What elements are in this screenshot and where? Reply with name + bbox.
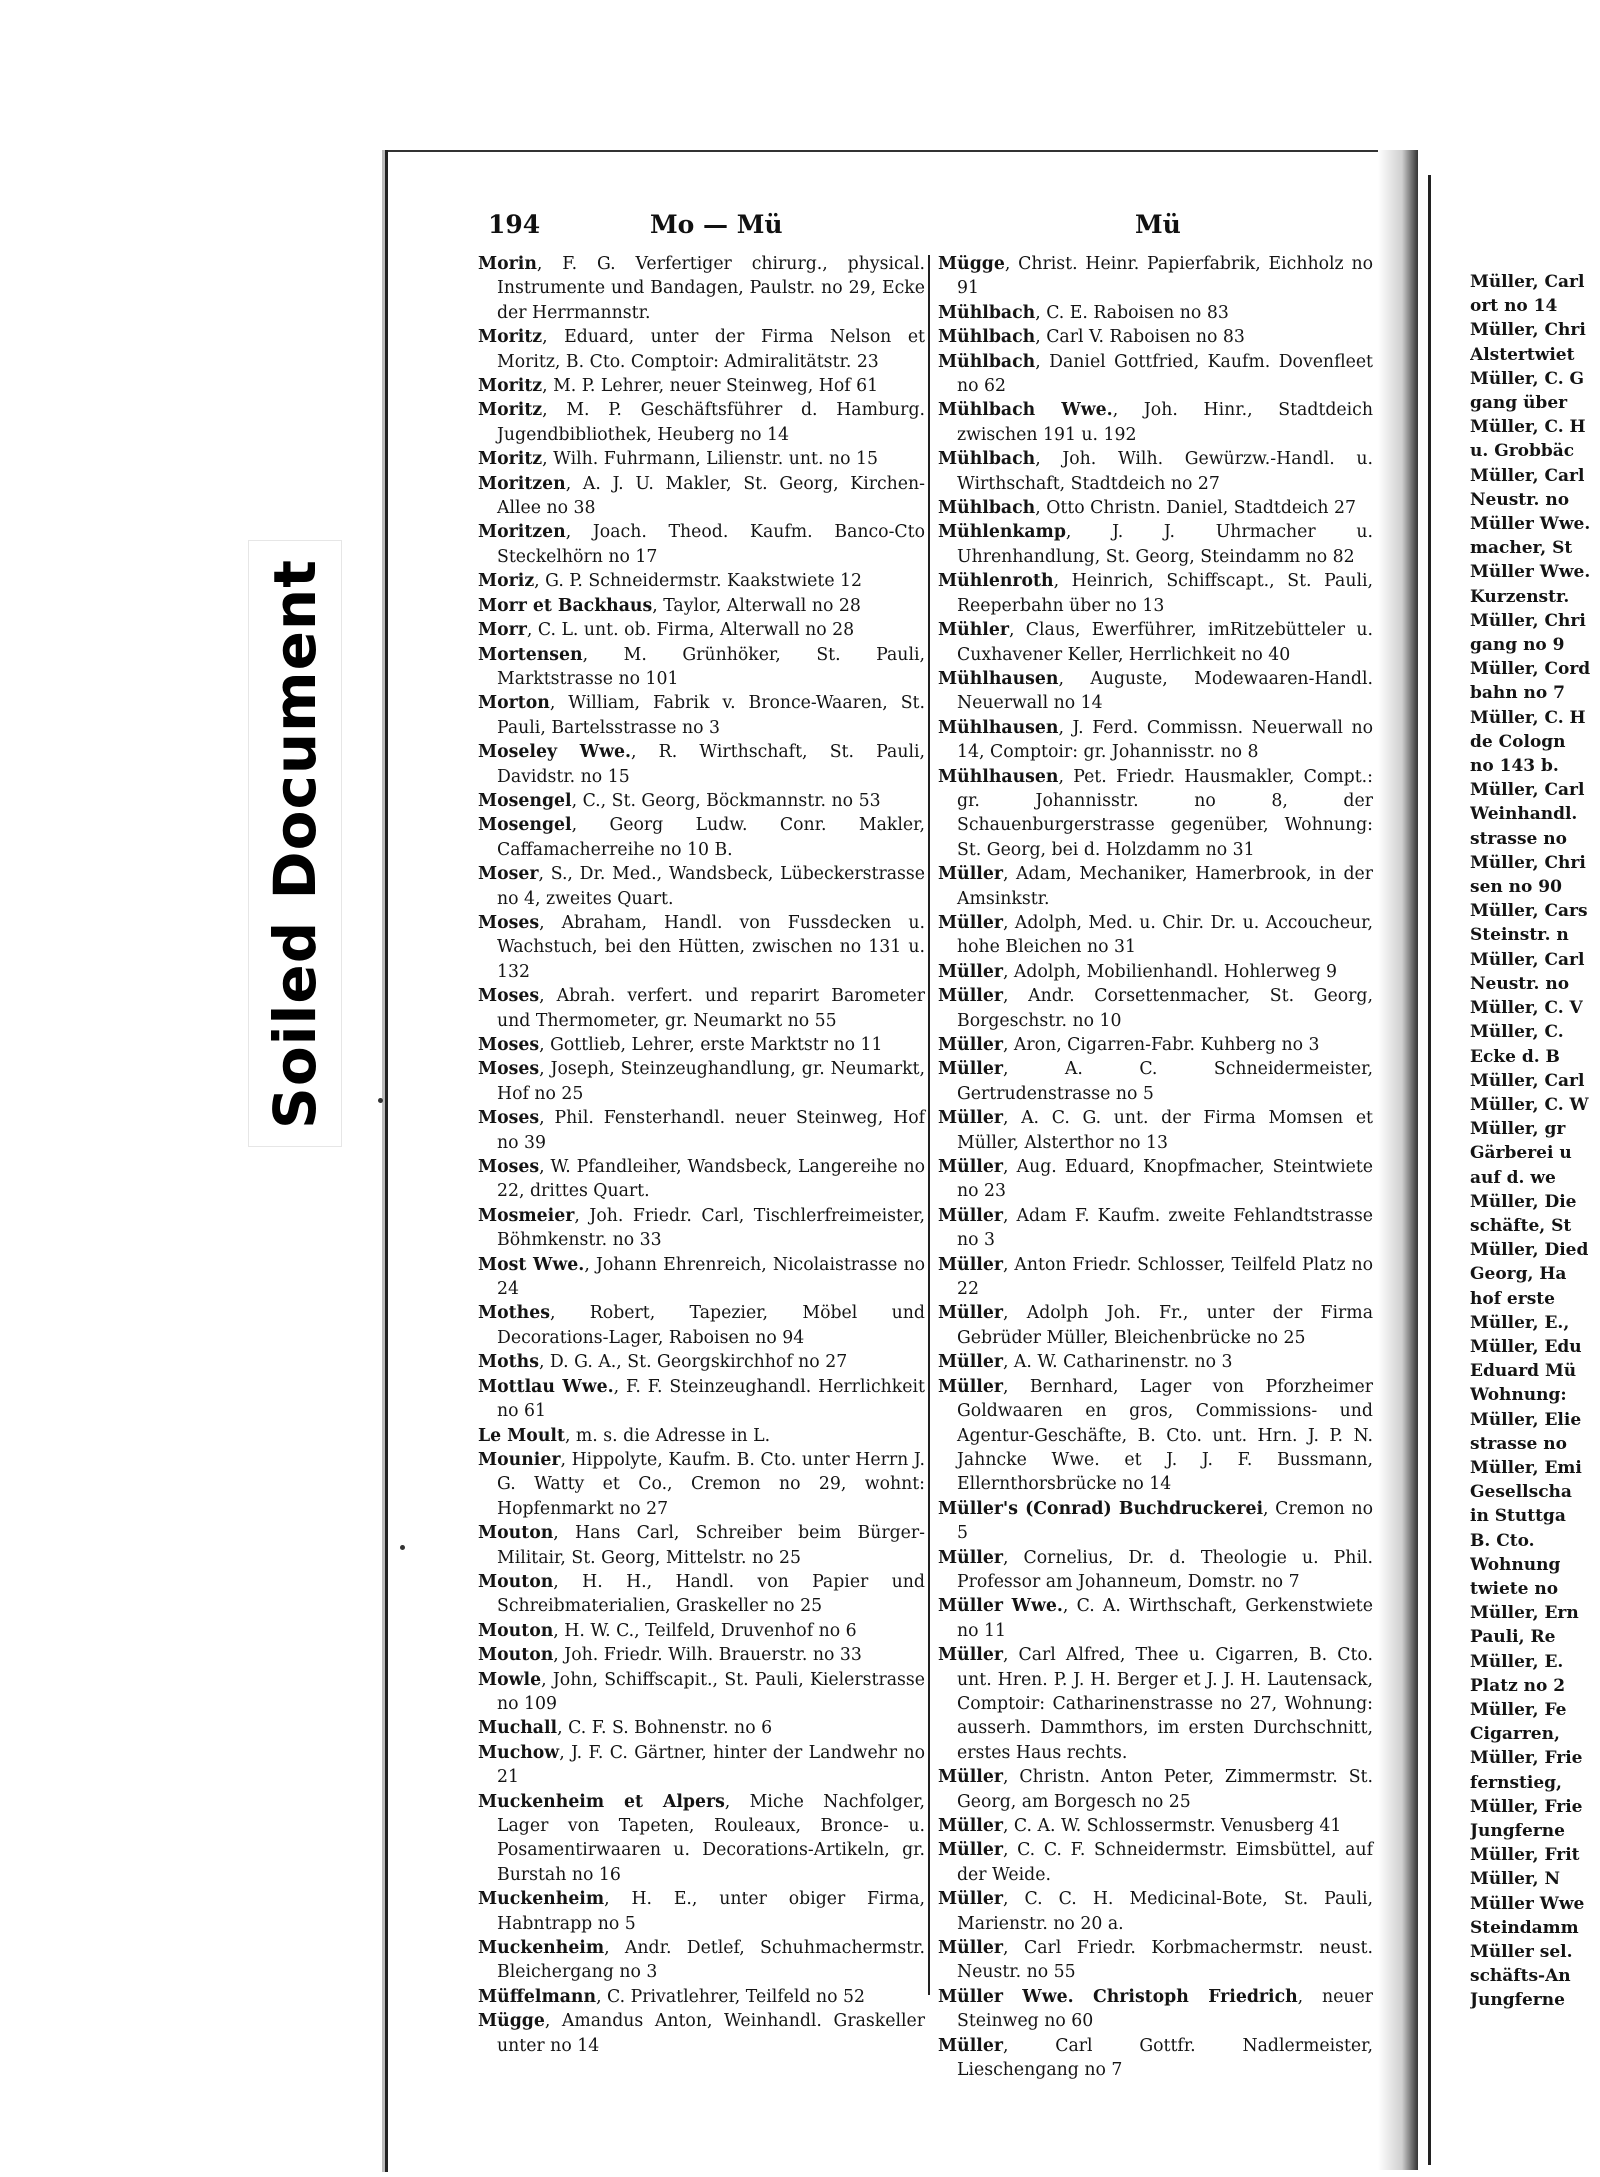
fragment-line: schäfte, St [1470,1215,1572,1236]
right-running-head: Mü [1135,210,1181,239]
directory-entry: Moseley Wwe., R. Wirthschaft, St. Pauli, Davidstr. no 15 [478,742,925,787]
fragment-line: Müller, Cord [1470,659,1591,680]
directory-entry: Müller, C. C. F. Schneidermstr. Eimsbüttel, auf der Weide. [938,1840,1373,1885]
directory-entry: Mühlbach, Carl V. Raboisen no 83 [938,327,1245,348]
directory-entry: Mouton, H. W. C., Teilfeld, Druvenhof no 6 [478,1620,857,1641]
fragment-line: Müller, Carl [1470,272,1585,292]
directory-entry: Muchow, J. F. C. Gärtner, hinter der Landwehr no 21 [478,1742,925,1788]
directory-entry: Mottlau Wwe., F. F. Steinzeughandl. Herrlichkeit no 61 [478,1376,925,1422]
directory-entry: Moses, Abrah. verfert. und reparirt Barometer und Thermometer, gr. Neumarkt no 55 [478,986,925,1031]
fragment-line: Müller, Frie [1470,1748,1583,1769]
fragment-line: macher, St [1470,538,1573,559]
directory-entry: Moritz, Eduard, unter der Firma Nelson et Moritz, B. Cto. Comptoir: Admiralitätstr. 23 [478,327,925,372]
directory-entry: Mosmeier, Joh. Friedr. Carl, Tischlerfreimeister, Böhmkenstr. no 33 [478,1205,925,1251]
fragment-line: Jungferne [1470,1821,1565,1841]
directory-entry: Morton, William, Fabrik v. Bronce-Waaren, St. Pauli, Bartelsstrasse no 3 [478,693,925,738]
directory-entry: Le Moult, m. s. die Adresse in L. [478,1425,771,1446]
fragment-line: no 143 b. [1470,756,1559,777]
fragment-line: bahn no 7 [1470,683,1565,704]
fragment-line: auf d. we [1470,1167,1556,1188]
directory-entry: Müller, Cornelius, Dr. d. Theologie u. Phil. Professor am Johanneum, Domstr. no 7 [938,1547,1373,1592]
fragment-line: schäfts-An [1470,1966,1571,1987]
directory-entry: Muckenheim, Andr. Detlef, Schuhmachermstr. Bleichergang no 3 [478,1938,925,1983]
directory-entry: Mühlbach Wwe., Joh. Hinr., Stadtdeich zwischen 191 u. 192 [938,400,1373,445]
directory-entry: Müller, C. A. W. Schlossermstr. Venusberg 41 [938,1816,1342,1836]
directory-entry: Moritzen, A. J. U. Makler, St. Georg, Kirchen-Allee no 38 [478,473,925,519]
directory-entry: Müller, Christn. Anton Peter, Zimmermstr. St. Georg, am Borgesch no 25 [938,1767,1373,1812]
directory-entry: Müller, Carl Alfred, Thee u. Cigarren, B. Cto. unt. Hren. P. J. H. Berger et J. J. H. Lautensack, Comptoir: Catharinenstrasse no 27, Wohnung: ausserh. Dammthors, im ersten Durchschnitt, erstes Haus rechts. [938,1645,1373,1763]
fragment-line: in Stuttga [1470,1506,1566,1527]
directory-entry: Müller, Carl Gottfr. Nadlermeister, Lieschengang no 7 [938,2035,1373,2081]
directory-entry: Muckenheim et Alpers, Miche Nachfolger, Lager von Tapeten, Rouleaux, Bronce- u. Posamentirwaaren u. Decorations-Artikeln, gr. Burstah no 16 [478,1791,925,1885]
fragment-line: Müller, Emi [1470,1457,1582,1478]
fragment-line: Müller Wwe [1470,1893,1585,1914]
directory-entry: Müller, Anton Friedr. Schlosser, Teilfeld Platz no 22 [938,1254,1373,1300]
directory-entry: Müller, A. C. Schneidermeister, Gertrudenstrasse no 5 [938,1059,1373,1104]
fragment-line: fernstieg, [1470,1772,1562,1793]
fragment-line: Neustr. no [1470,489,1570,510]
fragment-line: hof erste [1470,1288,1555,1309]
directory-entry: Müller's (Conrad) Buchdruckerei, Cremon no 5 [938,1498,1373,1544]
directory-entry: Moritz, Wilh. Fuhrmann, Lilienstr. unt. no 15 [478,449,878,470]
fragment-line: de Cologn [1470,731,1566,752]
fragment-line: B. Cto. [1470,1530,1535,1551]
directory-entry: Mounier, Hippolyte, Kaufm. B. Cto. unter Herrn J. G. Watty et Co., Cremon no 29, wohnt: Hopfenmarkt no 27 [478,1449,925,1519]
fragment-line: Gesellscha [1470,1482,1572,1503]
directory-entry: Mühlbach, Otto Christn. Daniel, Stadtdeich 27 [938,498,1356,519]
fragment-line: Wohnung [1470,1554,1561,1575]
fragment-line: Müller, Carl [1470,949,1585,970]
fragment-line: Müller, Cars [1470,901,1588,922]
fragment-line: twiete no [1470,1578,1559,1599]
directory-entry: Müller, Adam, Mechaniker, Hamerbrook, in der Amsinkstr. [938,864,1373,909]
fragment-line: Müller, C. [1470,1022,1564,1043]
directory-entry: Moses, Abraham, Handl. von Fussdecken u. Wachstuch, bei den Hütten, zwischen no 131 u. 132 [478,912,925,982]
fragment-line: sen no 90 [1470,877,1562,898]
fragment-line: Georg, Ha [1470,1264,1567,1285]
fragment-line: Müller, Carl [1470,780,1585,801]
fragment-line: Müller Wwe. [1470,562,1591,583]
fragment-line: strasse no [1470,828,1567,849]
fragment-line: Neustr. no [1470,973,1570,994]
directory-entry: Müller Wwe. Christoph Friedrich, neuer Steinweg no 60 [938,1986,1373,2032]
directory-entry: Mouton, H. H., Handl. von Papier und Schreibmaterialien, Graskeller no 25 [478,1571,925,1617]
directory-entry: Moses, Gottlieb, Lehrer, erste Marktstr no 11 [478,1035,883,1055]
directory-entry: Muckenheim, H. E., unter obiger Firma, Habntrapp no 5 [478,1889,925,1934]
fragment-line: Müller, E., [1470,1312,1570,1333]
directory-entry: Moses, Phil. Fensterhandl. neuer Steinweg, Hof no 39 [478,1108,925,1153]
fragment-line: Müller, Chri [1470,852,1586,873]
directory-entry: Mowle, John, Schiffscapit., St. Pauli, Kielerstrasse no 109 [478,1669,925,1714]
page-gutter [1378,150,1418,2170]
directory-entry: Mühlhausen, J. Ferd. Commissn. Neuerwall no 14, Comptoir: gr. Johannisstr. no 8 [938,717,1373,763]
fragment-line: Alstertwiet [1470,344,1575,365]
fragment-line: gang über [1470,393,1568,414]
speck [378,1098,383,1103]
directory-entry: Müller, Adolph Joh. Fr., unter der Firma Gebrüder Müller, Bleichenbrücke no 25 [938,1303,1373,1348]
left-column [478,252,925,2058]
fragment-line: Müller Wwe. [1470,514,1591,535]
directory-entry: Muchall, C. F. S. Bohnenstr. no 6 [478,1718,773,1739]
directory-entry: Mouton, Hans Carl, Schreiber beim Bürger-Militair, St. Georg, Mittelstr. no 25 [478,1523,925,1568]
fragment-line: Müller, Edu [1470,1336,1582,1357]
directory-entry: Müller, Adam F. Kaufm. zweite Fehlandtstrasse no 3 [938,1205,1373,1251]
fragment-line: Müller, E. [1470,1651,1564,1672]
fragment-line: Ecke d. B [1470,1046,1560,1067]
directory-entry: Moser, S., Dr. Med., Wandsbeck, Lübeckerstrasse no 4, zweites Quart. [478,864,925,909]
fragment-line: Müller, Carl [1470,1070,1585,1091]
fragment-line: Wohnung: [1470,1385,1567,1406]
fragment-line: Müller, C. W [1470,1094,1589,1115]
fragment-line: Müller, Frit [1470,1845,1580,1866]
directory-entry: Moritz, M. P. Lehrer, neuer Steinweg, Hof 61 [478,376,879,397]
directory-entry: Müller, Adolph, Mobilienhandl. Hohlerweg 9 [938,961,1338,982]
fragment-line: Müller, Elie [1470,1409,1582,1430]
directory-entry: Müller, Bernhard, Lager von Pforzheimer Goldwaaren en gros, Commissions- und Agentur-Geschäfte, B. Cto. unt. Hrn. J. P. N. Jahncke Wwe. et J. J. F. Bussmann, Ellernthorsbrücke no 14 [938,1376,1373,1495]
directory-entry: Mühlbach, Daniel Gottfried, Kaufm. Dovenfleet no 62 [938,351,1373,397]
column-divider [928,255,930,1995]
directory-entry: Mühlenkamp, J. J. Uhrmacher u. Uhrenhandlung, St. Georg, Steindamm no 82 [938,522,1373,567]
fragment-line: Müller, C. H [1470,707,1586,728]
directory-entry: Moses, W. Pfandleiher, Wandsbeck, Langereihe no 22, drittes Quart. [478,1157,925,1202]
directory-entry: Müller, Aron, Cigarren-Fabr. Kuhberg no 3 [938,1035,1320,1055]
fragment-line: Müller, Chri [1470,320,1586,341]
directory-entry: Mortensen, M. Grünhöker, St. Pauli, Marktstrasse no 101 [478,644,925,689]
fragment-line: Gärberei u [1470,1143,1572,1164]
right-column [938,252,1373,2082]
directory-entry: Mosengel, Georg Ludw. Conr. Makler, Caffamacherreihe no 10 B. [478,815,925,860]
directory-entry: Mühlbach, C. E. Raboisen no 83 [938,302,1229,323]
fragment-line: Cigarren, [1470,1724,1560,1745]
directory-entry: Müller, A. W. Catharinenstr. no 3 [938,1352,1233,1373]
next-page-fragment [1470,270,1600,2013]
soiled-label-text: Soiled Document [261,558,329,1129]
directory-entry: Müller, Aug. Eduard, Knopfmacher, Steintwiete no 23 [938,1157,1373,1202]
directory-entry: Morr et Backhaus, Taylor, Alterwall no 28 [478,595,861,616]
directory-entry: Mühlbach, Joh. Wilh. Gewürzw.-Handl. u. Wirthschaft, Stadtdeich no 27 [938,449,1373,494]
fragment-line: gang no 9 [1470,635,1565,656]
directory-entry: Müller, A. C. G. unt. der Firma Momsen et Müller, Alsterthor no 13 [938,1108,1373,1153]
directory-entry: Most Wwe., Johann Ehrenreich, Nicolaistrasse no 24 [478,1254,925,1300]
directory-entry: Mühlenroth, Heinrich, Schiffscapt., St. Pauli, Reeperbahn über no 13 [938,571,1373,616]
fragment-line: Weinhandl. [1470,804,1578,825]
fragment-line: Müller, Died [1470,1240,1589,1261]
fragment-line: Eduard Mü [1470,1361,1577,1382]
directory-entry: Mühler, Claus, Ewerführer, imRitzebütteler u. Cuxhavener Keller, Herrlichkeit no 40 [938,620,1373,665]
fragment-line: strasse no [1470,1433,1567,1454]
fragment-line: Pauli, Re [1470,1627,1556,1648]
fragment-line: Müller, Ern [1470,1603,1579,1624]
fragment-line: u. Grobbäc [1470,441,1575,462]
directory-entry: Müller, Andr. Corsettenmacher, St. Georg, Borgeschstr. no 10 [938,986,1373,1031]
speck [400,1545,405,1550]
fragment-line: Steinstr. n [1470,925,1569,946]
directory-entry: Mosengel, C., St. Georg, Böckmannstr. no 53 [478,790,881,811]
fragment-line: Müller, C. V [1470,998,1583,1019]
directory-entry: Müller, Adolph, Med. u. Chir. Dr. u. Accoucheur, hohe Bleichen no 31 [938,912,1373,958]
directory-entry: Moritzen, Joach. Theod. Kaufm. Banco-Cto Steckelhörn no 17 [478,522,925,567]
directory-entry: Morr, C. L. unt. ob. Firma, Alterwall no 28 [478,620,855,641]
fragment-line: Müller, C. H [1470,417,1586,438]
fragment-line: Müller sel. [1470,1942,1573,1963]
fragment-line: Müller, Carl [1470,465,1585,486]
fragment-line: Müller, Chri [1470,610,1586,631]
directory-entry: Moritz, M. P. Geschäftsführer d. Hamburg. Jugendbibliothek, Heuberg no 14 [478,400,925,445]
fragment-line: Müller, C. G [1470,368,1585,389]
directory-entry: Mügge, Amandus Anton, Weinhandl. Graskeller unter no 14 [478,2011,925,2056]
directory-entry: Müffelmann, C. Privatlehrer, Teilfeld no 52 [478,1986,865,2007]
page-number: 194 [488,210,541,239]
directory-entry: Mothes, Robert, Tapezier, Möbel und Decorations-Lager, Raboisen no 94 [478,1303,925,1348]
fragment-line: Müller, gr [1470,1119,1566,1140]
soiled-document-label [248,540,342,1147]
directory-entry: Mouton, Joh. Friedr. Wilh. Brauerstr. no 33 [478,1645,862,1666]
directory-entry: Moths, D. G. A., St. Georgskirchhof no 27 [478,1352,848,1373]
fragment-line: Müller, N [1470,1869,1561,1890]
fragment-line: Müller, Fe [1470,1699,1567,1720]
directory-entry: Müller, Carl Friedr. Korbmachermstr. neust. Neustr. no 55 [938,1938,1373,1983]
fragment-line: Jungferne [1470,1990,1565,2011]
directory-entry: Müller Wwe., C. A. Wirthschaft, Gerkenstwiete no 11 [938,1596,1373,1641]
directory-entry: Mühlhausen, Pet. Friedr. Hausmakler, Compt.: gr. Johannisstr. no 8, der Schauenburgerstrasse gegenüber, Wohnung: St. Georg, bei d. Holzdamm no 31 [938,766,1373,860]
fragment-line: ort no 14 [1470,296,1558,317]
fragment-line: Platz no 2 [1470,1675,1566,1696]
fragment-line: Müller, Die [1470,1191,1577,1212]
directory-entry: Mühlhausen, Auguste, Modewaaren-Handl. Neuerwall no 14 [938,668,1373,714]
directory-entry: Morin, F. G. Verfertiger chirurg., physical. Instrumente und Bandagen, Paulstr. no 29, Ecke der Herrmannstr. [478,254,925,323]
fragment-line: Müller, Frie [1470,1796,1583,1817]
fragment-line: Steindamm [1470,1917,1579,1938]
directory-entry: Mügge, Christ. Heinr. Papierfabrik, Eichholz no 91 [938,254,1373,299]
directory-entry: Moriz, G. P. Schneidermstr. Kaakstwiete 12 [478,571,863,592]
directory-entry: Müller, C. C. H. Medicinal-Bote, St. Pauli, Marienstr. no 20 a. [938,1889,1373,1934]
fragment-line: Kurzenstr. [1470,586,1570,607]
directory-entry: Moses, Joseph, Steinzeughandlung, gr. Neumarkt, Hof no 25 [478,1059,925,1104]
left-running-head: Mo — Mü [650,210,783,239]
